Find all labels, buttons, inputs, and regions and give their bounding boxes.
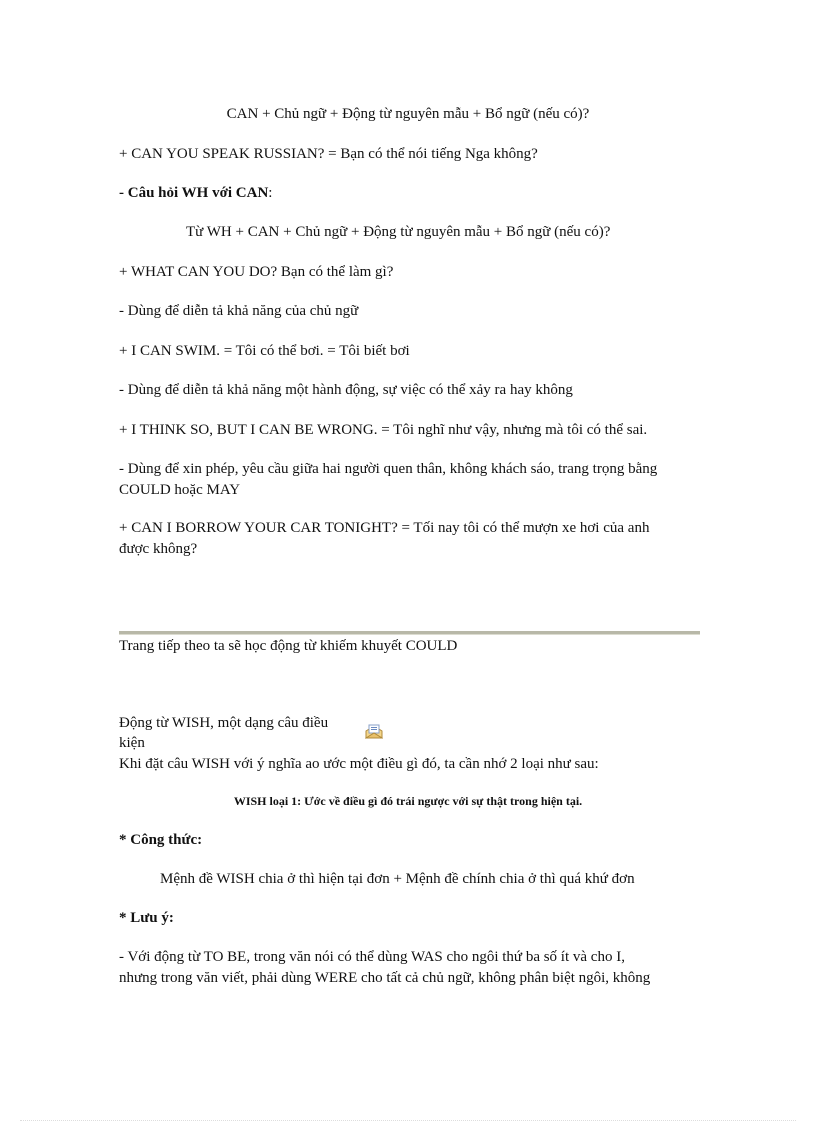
wish-title-line2: kiện (119, 735, 145, 751)
formula-heading: * Công thức: (119, 832, 203, 848)
can-question-formula: CAN + Chủ ngữ + Động từ nguyên mẫu + Bổ ngữ (nếu có)? (226, 106, 590, 122)
can-question-example: + CAN YOU SPEAK RUSSIAN? = Bạn có thể nói tiếng Nga không? (119, 146, 538, 162)
wh-question-example: + WHAT CAN YOU DO? Bạn có thể làm gì? (119, 264, 394, 280)
usage-permission-example-line2: được không? (119, 541, 198, 557)
envelope-icon (365, 723, 383, 739)
horizontal-divider (119, 631, 700, 635)
note-line2: nhưng trong văn viết, phải dùng WERE cho tất cả chủ ngữ, không phân biệt ngôi, không (119, 970, 651, 986)
wh-question-heading-text: - Câu hỏi WH với CAN (119, 185, 269, 201)
usage-possibility-example: + I THINK SO, BUT I CAN BE WRONG. = Tôi nghĩ như vậy, nhưng mà tôi có thể sai. (119, 422, 648, 438)
usage-ability: - Dùng để diễn tả khả năng của chủ ngữ (119, 303, 359, 319)
usage-possibility: - Dùng để diễn tả khả năng một hành động, sự việc có thể xảy ra hay không (119, 382, 573, 398)
wish-type1-heading: WISH loại 1: Ước về điều gì đó trái ngược với sự thật trong hiện tại. (233, 794, 583, 808)
wish-intro: Khi đặt câu WISH với ý nghĩa ao ước một điều gì đó, ta cần nhớ 2 loại như sau: (119, 756, 599, 772)
usage-ability-example: + I CAN SWIM. = Tôi có thể bơi. = Tôi biết bơi (119, 343, 410, 359)
wish-title-line1: Động từ WISH, một dạng câu điều (119, 715, 329, 731)
wh-question-formula: Từ WH + CAN + Chủ ngữ + Động từ nguyên mẫu + Bổ ngữ (nếu có)? (186, 224, 611, 240)
usage-permission-line2: COULD hoặc MAY (119, 482, 241, 498)
usage-permission-example-line1: + CAN I BORROW YOUR CAR TONIGHT? = Tối nay tôi có thể mượn xe hơi của anh (119, 520, 650, 536)
page-bottom-border (20, 1120, 796, 1122)
next-page-note: Trang tiếp theo ta sẽ học động từ khiếm khuyết COULD (119, 638, 458, 654)
note-heading: * Lưu ý: (119, 910, 174, 926)
wh-question-heading (119, 183, 272, 203)
wish-formula: Mệnh đề WISH chia ở thì hiện tại đơn + Mệnh đề chính chia ở thì quá khứ đơn (160, 871, 635, 887)
usage-permission-line1: - Dùng để xin phép, yêu cầu giữa hai người quen thân, không khách sáo, trang trọng bằng (119, 461, 658, 477)
wh-question-heading-colon: : (268, 185, 273, 201)
note-line1: - Với động từ TO BE, trong văn nói có thể dùng WAS cho ngôi thứ ba số ít và cho I, (119, 949, 625, 965)
